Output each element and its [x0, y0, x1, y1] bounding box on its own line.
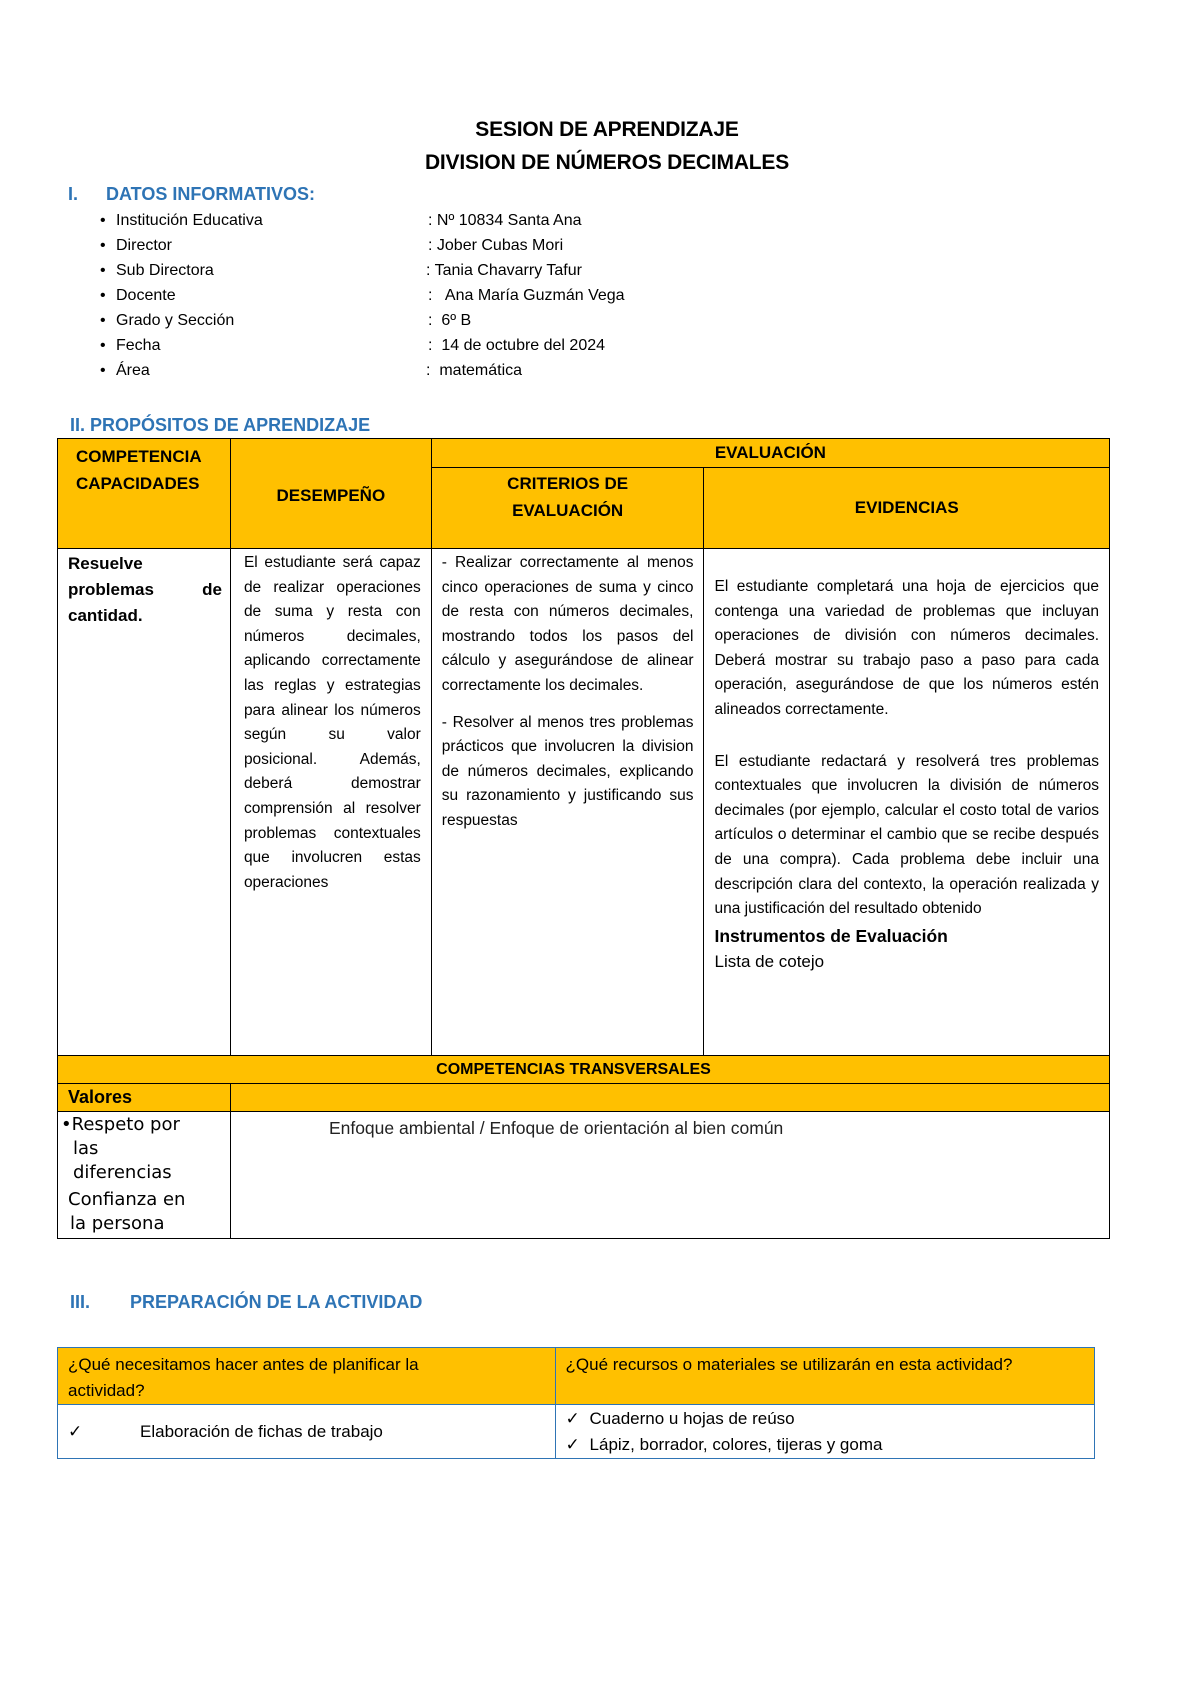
document-subtitle: DIVISION DE NÚMEROS DECIMALES [424, 151, 790, 174]
header-evaluacion-label: EVALUACIÓN [714, 443, 826, 462]
section-1-title: DATOS INFORMATIVOS: [106, 184, 315, 204]
header-evaluacion [431, 439, 1109, 468]
valores-cell [58, 1112, 231, 1239]
prep-col2-header-text: ¿Qué recursos o materiales se utilizarán en esta actividad? [565, 1355, 1013, 1374]
header-evidencias [704, 468, 1110, 549]
valores-1-line1: •Respeto por [61, 1114, 180, 1135]
valores-2-line2: la persona [70, 1213, 165, 1234]
header-competencia-line2: CAPACIDADES [76, 474, 200, 493]
desempeno-text: El estudiante será capaz de realizar operaciones de suma y resta con números decimales, aplicando correctamente las reglas y estrategias para alinear los números según su valor posicional. Además, deberá demostrar comprensión al resolver problemas contextuales que involucren estas operaciones [243, 554, 421, 891]
cell-competencia [58, 549, 231, 1056]
header-desempeno-label: DESEMPEÑO [276, 485, 386, 505]
check-icon: ✓ [68, 1421, 83, 1442]
prep-col1-item-text: Elaboración de fichas de trabajo [140, 1421, 383, 1441]
bullet-icon: • [100, 312, 106, 329]
cell-evidencias [704, 549, 1110, 1056]
info-label: Área [116, 362, 150, 379]
section-2-number: II. [70, 415, 86, 435]
prep-col2-item [556, 1432, 1094, 1458]
cell-desempeno [230, 549, 431, 1056]
info-value: : matemática [426, 362, 523, 379]
info-value: : Tania Chavarry Tafur [426, 262, 582, 279]
valores-1-line2: las [73, 1138, 99, 1159]
evidencia-1-text: El estudiante completará una hoja de ejercicios que contenga una variedad de problemas que incluyan operaciones de división con números decimales. Deberá mostrar su trabajo paso a paso para cada operación, asegurándose de que los números estén alineados correctamente. [714, 578, 1099, 718]
section-1-heading [68, 184, 315, 205]
check-icon: ✓ [565, 1435, 580, 1455]
section-1-number: I. [68, 184, 79, 204]
valores-header-blank [230, 1084, 1109, 1112]
document-title: SESION DE APRENDIZAJE [475, 118, 739, 141]
instrumentos-title: Instrumentos de Evaluación [714, 925, 948, 946]
info-row-institucion [100, 212, 800, 236]
info-value: : Jober Cubas Mori [428, 237, 564, 254]
header-competencia-line1: COMPETENCIA [76, 447, 202, 466]
prep-col1-header [58, 1348, 556, 1405]
check-icon: ✓ [565, 1409, 580, 1429]
enfoque-text: Enfoque ambiental / Enfoque de orientación al bien común [328, 1118, 784, 1138]
prep-col2-cell [555, 1405, 1094, 1459]
info-label: Sub Directora [116, 262, 214, 279]
prep-col1-item [58, 1419, 555, 1445]
evidencia-2-text: El estudiante redactará y resolverá tres problemas contextuales que involucren la división de números decimales (por ejemplo, calcular el costo total de varios artículos o determinar el cambio que se recibe después de una compra). Cada problema debe incluir una descripción clara del contexto, la operación realizada y una justificación del resultado obtenido [714, 752, 1099, 918]
section-2-title: PROPÓSITOS DE APRENDIZAJE [90, 415, 371, 435]
info-value: : Nº 10834 Santa Ana [428, 212, 582, 229]
info-row-docente [100, 287, 800, 311]
info-value: : 6º B [428, 312, 472, 329]
valores-header [58, 1084, 231, 1112]
header-desempeno [230, 439, 431, 549]
section-3-number: III. [70, 1292, 91, 1312]
valores-label: Valores [68, 1087, 133, 1107]
section-2-heading [70, 415, 370, 436]
bullet-icon: • [100, 337, 106, 354]
cell-criterios [431, 549, 704, 1056]
info-label: Fecha [116, 337, 161, 354]
info-label: Docente [116, 287, 176, 304]
prep-col2-header [555, 1348, 1094, 1405]
transversales-label: COMPETENCIAS TRANSVERSALES [436, 1060, 711, 1078]
header-evidencias-label: EVIDENCIAS [854, 498, 959, 517]
header-criterios [431, 468, 704, 549]
bullet-icon: • [100, 262, 106, 279]
info-row-director [100, 237, 800, 261]
header-competencia [58, 439, 231, 549]
prep-col2-item-text: Cuaderno u hojas de reúso [589, 1409, 795, 1428]
prep-col2-item-text: Lápiz, borrador, colores, tijeras y goma [589, 1435, 883, 1454]
info-row-fecha [100, 337, 800, 361]
bullet-icon: • [100, 287, 106, 304]
info-row-subdirectora [100, 262, 800, 286]
info-row-area [100, 362, 800, 386]
info-row-grado [100, 312, 800, 336]
prep-col2-item [556, 1406, 1094, 1432]
instrumentos-value: Lista de cotejo [714, 951, 825, 971]
info-value: : 14 de octubre del 2024 [428, 337, 606, 354]
criterio-2-text: - Resolver al menos tres problemas prácticos que involucren la division de números decimales, explicando su razonamiento y justificando sus respuestas [441, 713, 694, 829]
valores-1-line3: diferencias [73, 1162, 172, 1183]
info-label: Grado y Sección [116, 312, 235, 329]
bullet-icon: • [100, 237, 106, 254]
header-criterios-line1: CRITERIOS DE [507, 474, 629, 493]
transversales-row [58, 1056, 1110, 1084]
bullet-icon: • [100, 362, 106, 379]
propositos-table [57, 438, 1110, 1239]
section-3-heading [70, 1292, 423, 1313]
valores-2-line1: Confianza en [68, 1189, 186, 1210]
enfoque-cell [230, 1112, 1109, 1239]
section-3-title: PREPARACIÓN DE LA ACTIVIDAD [130, 1292, 423, 1312]
header-criterios-line2: EVALUACIÓN [512, 501, 624, 520]
info-label: Institución Educativa [116, 212, 263, 229]
prep-col1-header-text: ¿Qué necesitamos hacer antes de planificar la actividad? [68, 1355, 419, 1400]
prep-col1-cell [58, 1405, 556, 1459]
competencia-text: Resuelve problemas de cantidad. [68, 554, 222, 625]
criterio-1-text: - Realizar correctamente al menos cinco operaciones de suma y cinco de resta con números decimales, mostrando todos los pasos del cálculo y asegurándose de alinear correctamente los decimales. [441, 554, 694, 694]
preparacion-table [57, 1347, 1095, 1459]
info-label: Director [116, 237, 173, 254]
info-value: : Ana María Guzmán Vega [428, 287, 625, 304]
bullet-icon: • [100, 212, 106, 229]
